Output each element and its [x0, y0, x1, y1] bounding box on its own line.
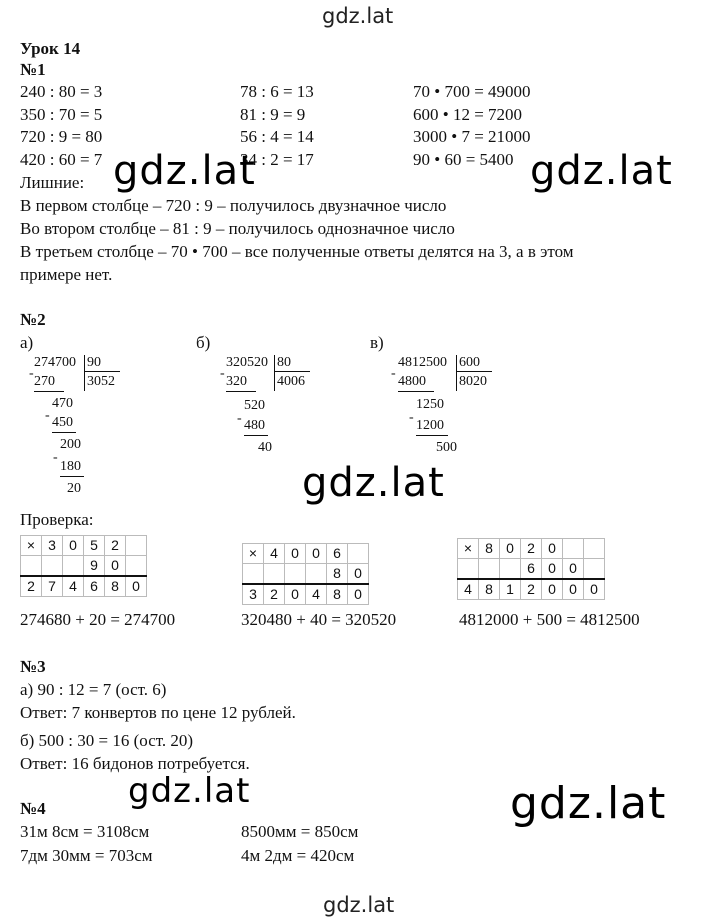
check-label: Проверка: — [20, 510, 94, 529]
division-c-dividend: 4812500 — [398, 355, 447, 370]
task1-col2-row4: 34 : 2 = 17 — [240, 150, 314, 169]
grid-c-r2c5: 0 — [542, 559, 563, 580]
division-b-step-3: 480 — [244, 418, 265, 433]
division-a-step-2: 470 — [52, 396, 73, 411]
task4-right-1: 8500мм = 850см — [241, 822, 359, 841]
grid-b-r1c6 — [348, 544, 369, 564]
task1-col3-row1: 70 • 700 = 49000 — [413, 82, 531, 101]
division-a-minus-3: - — [53, 450, 58, 465]
task1-col3-row2: 600 • 12 = 7200 — [413, 105, 523, 124]
division-a-step-5: 180 — [60, 459, 81, 474]
grid-a-r3c3: 4 — [63, 576, 84, 597]
grid-a-r2c6 — [126, 556, 147, 577]
grid-c-r1c2: 8 — [479, 539, 500, 559]
division-b-quotient: 4006 — [277, 374, 305, 389]
grid-c-r2c4: 6 — [521, 559, 542, 580]
grid-b-r2c1 — [243, 564, 264, 585]
division-b-divisor: 80 — [277, 355, 291, 370]
grid-a-r2c1 — [21, 556, 42, 577]
division-b-remainder: 40 — [258, 440, 272, 455]
task1-col1-row4: 420 : 60 = 7 — [20, 150, 103, 169]
division-c-minus-2: - — [409, 410, 414, 425]
grid-b-r3c4: 4 — [306, 584, 327, 605]
grid-a-r1c4: 5 — [84, 536, 105, 556]
grid-a-r1c2: 3 — [42, 536, 63, 556]
division-c-step-2: 1250 — [416, 397, 444, 412]
grid-c-r2c7 — [584, 559, 605, 580]
division-a-minus-1: - — [29, 366, 34, 381]
watermark-overlay-1: gdz.lat — [113, 148, 256, 194]
grid-b-r2c3 — [285, 564, 306, 585]
task3-line1: а) 90 : 12 = 7 (ост. 6) — [20, 680, 167, 699]
watermark-overlay-2: gdz.lat — [530, 148, 673, 194]
grid-c-r1c1: × — [458, 539, 479, 559]
grid-a-r1c3: 0 — [63, 536, 84, 556]
division-a-step-3: 450 — [52, 415, 73, 430]
grid-a-r1c6 — [126, 536, 147, 556]
grid-a-r3c4: 6 — [84, 576, 105, 597]
grid-c-r3c7: 0 — [584, 579, 605, 600]
task4-left-2: 7дм 30мм = 703см — [20, 846, 153, 865]
task2-part-a-label: а) — [20, 333, 34, 352]
grid-a-r2c5: 0 — [105, 556, 126, 577]
check-grid-c — [457, 538, 605, 600]
grid-a-r2c2 — [42, 556, 63, 577]
grid-c-r1c7 — [584, 539, 605, 559]
division-c-step-1: 4800 — [398, 374, 426, 389]
grid-a-r2c4: 9 — [84, 556, 105, 577]
division-a-divisor: 90 — [87, 355, 101, 370]
grid-c-r2c1 — [458, 559, 479, 580]
grid-a-r2c3 — [63, 556, 84, 577]
watermark-overlay-4: gdz.lat — [128, 771, 251, 811]
division-b-step-2: 520 — [244, 398, 265, 413]
grid-b-r2c6: 0 — [348, 564, 369, 585]
task1-line3: В третьем столбце – 70 • 700 – все полученные ответы делятся на 3, а в этом — [20, 242, 574, 261]
task1-line4: примере нет. — [20, 265, 113, 284]
task2-part-b-label: б) — [196, 333, 211, 352]
grid-c-r1c3: 0 — [500, 539, 521, 559]
grid-b-r3c5: 8 — [327, 584, 348, 605]
division-b-minus-1: - — [220, 366, 225, 381]
grid-b-r1c3: 0 — [285, 544, 306, 564]
task1-col3-row3: 3000 • 7 = 21000 — [413, 127, 531, 146]
task1-line2: Во втором столбце – 81 : 9 – получилось однозначное число — [20, 219, 455, 238]
grid-a-r3c2: 7 — [42, 576, 63, 597]
task2-part-c-label: в) — [370, 333, 384, 352]
grid-a-r3c1: 2 — [21, 576, 42, 597]
watermark-bottom: gdz.lat — [323, 893, 395, 917]
task3-line2: Ответ: 7 конвертов по цене 12 рублей. — [20, 703, 296, 722]
division-c-remainder: 500 — [436, 440, 457, 455]
grid-b-r2c5: 8 — [327, 564, 348, 585]
division-a-minus-2: - — [45, 408, 50, 423]
task1-col2-row2: 81 : 9 = 9 — [240, 105, 306, 124]
watermark-overlay-3: gdz.lat — [302, 460, 445, 506]
task1-col1-row2: 350 : 70 = 5 — [20, 105, 103, 124]
grid-a-r1c1: × — [21, 536, 42, 556]
task1-title: №1 — [20, 60, 46, 79]
division-a-step-4: 200 — [60, 437, 81, 452]
grid-b-r1c2: 4 — [264, 544, 285, 564]
grid-b-r3c1: 3 — [243, 584, 264, 605]
division-a-dividend: 274700 — [34, 355, 76, 370]
grid-c-r3c3: 1 — [500, 579, 521, 600]
division-a-step-1: 270 — [34, 374, 55, 389]
watermark-overlay-5: gdz.lat — [510, 778, 667, 829]
grid-b-r1c5: 6 — [327, 544, 348, 564]
grid-c-r3c4: 2 — [521, 579, 542, 600]
grid-b-r1c4: 0 — [306, 544, 327, 564]
division-b-dividend: 320520 — [226, 355, 268, 370]
grid-c-r1c4: 2 — [521, 539, 542, 559]
grid-c-r1c5: 0 — [542, 539, 563, 559]
division-a-remainder: 20 — [67, 481, 81, 496]
check-grid-b — [242, 543, 369, 605]
grid-c-r2c6: 0 — [563, 559, 584, 580]
task1-col1-row3: 720 : 9 = 80 — [20, 127, 103, 146]
task4-left-1: 31м 8см = 3108см — [20, 822, 150, 841]
grid-b-r1c1: × — [243, 544, 264, 564]
check-equation-a: 274680 + 20 = 274700 — [20, 610, 176, 629]
grid-a-r3c6: 0 — [126, 576, 147, 597]
grid-c-r3c2: 8 — [479, 579, 500, 600]
watermark-top: gdz.lat — [322, 4, 394, 28]
task3-title: №3 — [20, 657, 46, 676]
task4-title: №4 — [20, 799, 46, 818]
grid-b-r3c2: 2 — [264, 584, 285, 605]
task3-line4: Ответ: 16 бидонов потребуется. — [20, 754, 250, 773]
task1-col3-row4: 90 • 60 = 5400 — [413, 150, 514, 169]
task3-line3: б) 500 : 30 = 16 (ост. 20) — [20, 731, 194, 750]
division-c-minus-1: - — [391, 366, 396, 381]
task1-extra-label: Лишние: — [20, 173, 85, 192]
grid-c-r2c2 — [479, 559, 500, 580]
division-b-step-1: 320 — [226, 374, 247, 389]
check-equation-c: 4812000 + 500 = 4812500 — [459, 610, 640, 629]
grid-b-r3c6: 0 — [348, 584, 369, 605]
grid-a-r1c5: 2 — [105, 536, 126, 556]
division-a-quotient: 3052 — [87, 374, 115, 389]
grid-c-r3c5: 0 — [542, 579, 563, 600]
check-grid-a — [20, 535, 147, 597]
grid-c-r3c6: 0 — [563, 579, 584, 600]
division-c-step-3: 1200 — [416, 418, 444, 433]
task4-right-2: 4м 2дм = 420см — [241, 846, 355, 865]
division-c-quotient: 8020 — [459, 374, 487, 389]
division-b-minus-2: - — [237, 411, 242, 426]
grid-b-r2c4 — [306, 564, 327, 585]
grid-c-r1c6 — [563, 539, 584, 559]
task1-col2-row1: 78 : 6 = 13 — [240, 82, 314, 101]
lesson-title: Урок 14 — [20, 39, 81, 58]
grid-c-r2c3 — [500, 559, 521, 580]
grid-c-r3c1: 4 — [458, 579, 479, 600]
grid-a-r3c5: 8 — [105, 576, 126, 597]
task1-line1: В первом столбце – 720 : 9 – получилось двузначное число — [20, 196, 447, 215]
check-equation-b: 320480 + 40 = 320520 — [241, 610, 397, 629]
task1-col1-row1: 240 : 80 = 3 — [20, 82, 103, 101]
grid-b-r2c2 — [264, 564, 285, 585]
task1-col2-row3: 56 : 4 = 14 — [240, 127, 314, 146]
task2-title: №2 — [20, 310, 46, 329]
grid-b-r3c3: 0 — [285, 584, 306, 605]
division-c-divisor: 600 — [459, 355, 480, 370]
